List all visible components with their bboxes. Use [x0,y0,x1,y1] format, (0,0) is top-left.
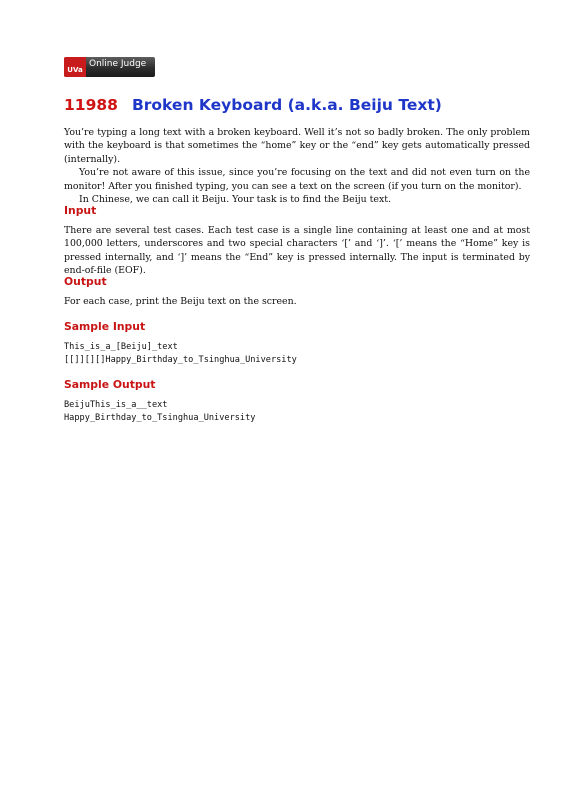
input-heading: Input [64,204,97,217]
intro-paragraph-1: You’re typing a long text with a broken keyboard. Well it’s not so badly broken. The only problem with the keyboard is that sometimes the “home” key or the “end” key gets automatically pressed (internally). [64,127,530,165]
sample-output-line: Happy_Birthday_to_Tsinghua_University [64,413,256,424]
problem-number: 11988 [64,96,118,114]
intro-paragraph-3: In Chinese, we can call it Beiju. Your task is to find the Beiju text. [79,194,391,206]
sample-input-line: This_is_a_[Beiju]_text [64,342,178,352]
output-description: For each case, print the Beiju text on the screen. [64,296,297,307]
problem-name: Broken Keyboard (a.k.a. Beiju Text) [131,96,442,114]
problem-title [64,96,442,114]
sample-input-heading: Sample Input [64,320,146,333]
sample-output-heading: Sample Output [64,378,156,391]
intro-text [64,126,530,206]
uva-online-judge-logo [64,57,155,77]
sample-input-block [64,341,297,367]
input-description: There are several test cases. Each test case is a single line containing at least one and at most 100,000 letters, underscores and two special characters ‘[’ and ‘]’. ‘[’ means the “Home” key is pressed internally, and ‘]’ means the “End” key is pressed internally. The input is terminated by end-of-file (EOF). [64,225,530,277]
intro-paragraph-2: You’re not aware of this issue, since you’re focusing on the text and did not even turn on the monitor! After you finished typing, you can see a text on the screen (if you turn on the monitor). [64,167,530,192]
output-heading: Output [64,275,107,288]
uva-badge: UVa [64,57,86,77]
sample-input-line: [[]][][]Happy_Birthday_to_Tsinghua_University [64,355,297,366]
sample-output-block [64,399,255,425]
online-judge-label: Online Judge [89,59,147,69]
sample-output-line: BeijuThis_is_a__text [64,400,168,410]
